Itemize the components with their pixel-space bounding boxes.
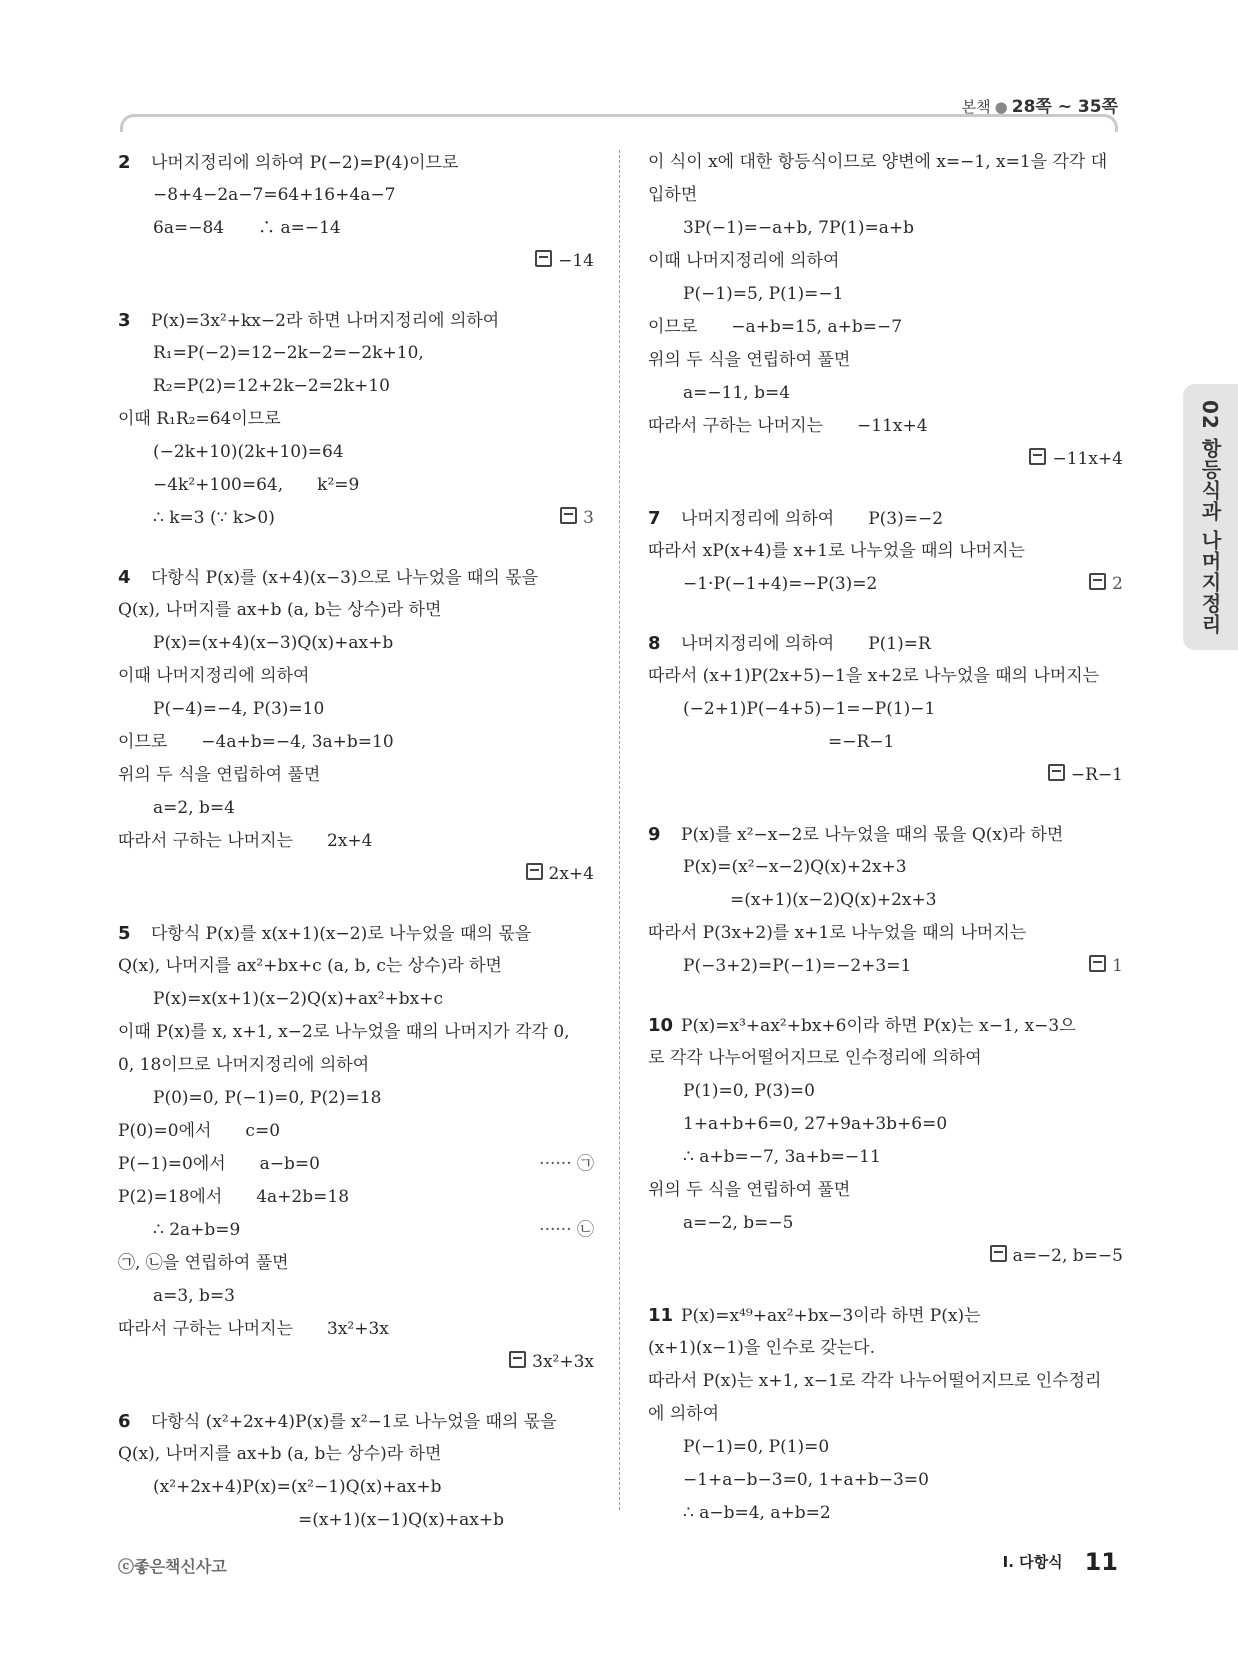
solution-line: P(−1)=0, P(1)=0 — [683, 1437, 830, 1457]
solution-line: P(−1)=0에서 a−b=0 ······ ㉠ — [118, 1148, 594, 1181]
problem-number: 9 — [648, 824, 661, 845]
answer-box-icon — [990, 1245, 1007, 1262]
solution-line: 이때 나머지정리에 의하여 — [648, 251, 840, 271]
answer-box-icon — [1029, 448, 1046, 465]
left-column — [118, 146, 594, 1563]
solution-line: 다항식 (x²+2x+4)P(x)를 x²−1로 나누었을 때의 몫을 — [151, 1412, 557, 1432]
solution-line: Q(x), 나머지를 ax+b (a, b는 상수)라 하면 — [118, 600, 442, 620]
solution-line: 이므로 −4a+b=−4, 3a+b=10 — [118, 732, 394, 752]
answer-value: −14 — [558, 251, 594, 271]
publisher-logo: ⓒ좋은책신사고 — [118, 1557, 227, 1576]
answer — [648, 443, 1123, 476]
answer — [118, 245, 594, 278]
solution-line: 다항식 P(x)를 (x+4)(x−3)으로 나누었을 때의 몫을 — [151, 568, 539, 588]
solution-line: 입하면 — [648, 185, 698, 205]
solution-line: P(x)=(x+4)(x−3)Q(x)+ax+b — [153, 633, 394, 653]
answer-value: 3 — [583, 508, 594, 528]
answer-box-icon — [1089, 955, 1106, 972]
solution-line: 6a=−84 ∴ a=−14 — [153, 218, 341, 238]
solution-line: P(x)=3x²+kx−2라 하면 나머지정리에 의하여 — [151, 311, 500, 331]
solution-line: =(x+1)(x−2)Q(x)+2x+3 — [730, 890, 937, 910]
solution-line: a=−2, b=−5 — [683, 1213, 794, 1233]
solution-line: (−2k+10)(2k+10)=64 — [153, 442, 344, 462]
answer-box-icon — [560, 507, 577, 524]
problem-number: 11 — [648, 1305, 674, 1326]
solution-line: =(x+1)(x−1)Q(x)+ax+b — [298, 1510, 504, 1530]
problem-number: 3 — [118, 310, 131, 331]
problem-3 — [118, 304, 594, 535]
answer-value: 3x²+3x — [532, 1352, 594, 1372]
answer — [648, 759, 1123, 792]
solution-line: R₂=P(2)=12+2k−2=2k+10 — [153, 376, 390, 396]
solution-line: −1+a−b−3=0, 1+a+b−3=0 — [683, 1470, 929, 1490]
footer-section: Ⅰ. 다항식 — [1002, 1553, 1063, 1571]
solution-line: ∴ a+b=−7, 3a+b=−11 — [683, 1147, 881, 1167]
solution-line: (x²+2x+4)P(x)=(x²−1)Q(x)+ax+b — [153, 1477, 442, 1497]
equation-tag: ······ ㉠ — [539, 1154, 594, 1174]
answer-value: −11x+4 — [1052, 449, 1123, 469]
solution-line: P(−3+2)=P(−1)=−2+3=1 1 — [648, 950, 1123, 983]
header-label: 본책 — [961, 98, 991, 116]
problem-number: 5 — [118, 923, 131, 944]
solution-line: 나머지정리에 의하여 P(−2)=P(4)이므로 — [151, 153, 459, 173]
solution-line: P(x)=x³+ax²+bx+6이라 하면 P(x)는 x−1, x−3으 — [681, 1016, 1076, 1036]
answer — [560, 502, 594, 535]
answer — [118, 1346, 594, 1379]
solution-line: 나머지정리에 의하여 P(3)=−2 — [681, 509, 944, 529]
solution-line: P(1)=0, P(3)=0 — [683, 1081, 815, 1101]
solution-line: 따라서 구하는 나머지는 −11x+4 — [648, 416, 928, 436]
answer — [1089, 568, 1123, 601]
problem-8 — [648, 627, 1123, 792]
solution-line: ∴ a−b=4, a+b=2 — [683, 1503, 831, 1523]
solution-line: 따라서 구하는 나머지는 2x+4 — [118, 831, 373, 851]
solution-line: 0, 18이므로 나머지정리에 의하여 — [118, 1055, 370, 1075]
solution-line: P(x)=x⁴⁹+ax²+bx−3이라 하면 P(x)는 — [681, 1306, 981, 1326]
solution-line: 따라서 구하는 나머지는 3x²+3x — [118, 1319, 389, 1339]
solution-line: 따라서 (x+1)P(2x+5)−1을 x+2로 나누었을 때의 나머지는 — [648, 666, 1100, 686]
solution-line: R₁=P(−2)=12−2k−2=−2k+10, — [153, 343, 424, 363]
answer-value: 2 — [1112, 574, 1123, 594]
chapter-side-tab-label: 02 항등식과 나머지정리 — [1198, 400, 1222, 635]
solution-line: 이 식이 x에 대한 항등식이므로 양변에 x=−1, x=1을 각각 대 — [648, 152, 1108, 172]
solution-line: 다항식 P(x)를 x(x+1)(x−2)로 나누었을 때의 몫을 — [151, 924, 532, 944]
solution-line: 따라서 P(3x+2)를 x+1로 나누었을 때의 나머지는 — [648, 923, 1027, 943]
solution-line: P(x)를 x²−x−2로 나누었을 때의 몫을 Q(x)라 하면 — [681, 825, 1064, 845]
answer-value: 1 — [1112, 956, 1123, 976]
solution-line: −8+4−2a−7=64+16+4a−7 — [153, 185, 396, 205]
problem-6-continued — [648, 146, 1123, 476]
solution-line: P(x)=x(x+1)(x−2)Q(x)+ax²+bx+c — [153, 989, 443, 1009]
page-number: 11 — [1084, 1548, 1118, 1576]
answer-box-icon — [1089, 573, 1106, 590]
solution-line: 이때 나머지정리에 의하여 — [118, 666, 310, 686]
solution-line: ㉠, ㉡을 연립하여 풀면 — [118, 1253, 289, 1273]
solution-line: (x+1)(x−1)을 인수로 갖는다. — [648, 1338, 875, 1358]
solution-line: 나머지정리에 의하여 P(1)=R — [681, 634, 931, 654]
solution-line: Q(x), 나머지를 ax+b (a, b는 상수)라 하면 — [118, 1444, 442, 1464]
problem-number: 4 — [118, 567, 131, 588]
solution-line: a=3, b=3 — [153, 1286, 235, 1306]
bullet-icon: ● — [994, 98, 1008, 116]
solution-line: 위의 두 식을 연립하여 풀면 — [648, 350, 851, 370]
answer — [118, 858, 594, 891]
answer-box-icon — [509, 1351, 526, 1368]
problem-6 — [118, 1405, 594, 1537]
chapter-side-tab[interactable] — [1183, 384, 1238, 650]
answer-value: a=−2, b=−5 — [1012, 1246, 1123, 1266]
answer-value: 2x+4 — [548, 864, 594, 884]
problem-11 — [648, 1299, 1123, 1530]
problem-5 — [118, 917, 594, 1379]
problem-number: 10 — [648, 1015, 674, 1036]
solution-line: Q(x), 나머지를 ax²+bx+c (a, b, c는 상수)라 하면 — [118, 956, 502, 976]
solution-line: (−2+1)P(−4+5)−1=−P(1)−1 — [683, 699, 936, 719]
problem-2 — [118, 146, 594, 278]
solution-line: ∴ k=3 (∵ k>0) 3 — [118, 502, 594, 535]
problem-number: 7 — [648, 508, 661, 529]
solution-line: P(0)=0에서 c=0 — [118, 1121, 281, 1141]
problem-number: 2 — [118, 152, 131, 173]
solution-line: 이므로 −a+b=15, a+b=−7 — [648, 317, 903, 337]
solution-line: 이때 R₁R₂=64이므로 — [118, 409, 281, 429]
solution-line: 따라서 xP(x+4)를 x+1로 나누었을 때의 나머지는 — [648, 541, 1025, 561]
solution-line: 위의 두 식을 연립하여 풀면 — [118, 765, 321, 785]
solution-line: P(0)=0, P(−1)=0, P(2)=18 — [153, 1088, 382, 1108]
answer — [1089, 950, 1123, 983]
problem-number: 6 — [118, 1411, 131, 1432]
solution-line: 1+a+b+6=0, 27+9a+3b+6=0 — [683, 1114, 948, 1134]
solution-line: ∴ 2a+b=9 ······ ㉡ — [118, 1214, 594, 1247]
solution-line: 로 각각 나누어떨어지므로 인수정리에 의하여 — [648, 1048, 982, 1068]
solution-line: a=−11, b=4 — [683, 383, 791, 403]
problem-10 — [648, 1009, 1123, 1273]
solution-line: P(−4)=−4, P(3)=10 — [153, 699, 325, 719]
solution-line: 위의 두 식을 연립하여 풀면 — [648, 1180, 851, 1200]
solution-line: −1·P(−1+4)=−P(3)=2 2 — [648, 568, 1123, 601]
problem-4 — [118, 561, 594, 891]
solution-line: P(2)=18에서 4a+2b=18 — [118, 1187, 350, 1207]
solution-line: =−R−1 — [828, 732, 895, 752]
column-divider — [619, 150, 620, 1510]
page-footer — [1003, 1548, 1118, 1576]
answer-box-icon — [526, 863, 543, 880]
solution-line: 에 의하여 — [648, 1404, 720, 1424]
problem-9 — [648, 818, 1123, 983]
answer-value: −R−1 — [1070, 765, 1123, 785]
solution-line: P(−1)=5, P(1)=−1 — [683, 284, 844, 304]
solution-line: P(x)=(x²−x−2)Q(x)+2x+3 — [683, 857, 907, 877]
header-page-range: 28쪽 ~ 35쪽 — [1011, 97, 1118, 117]
answer-box-icon — [535, 250, 552, 267]
header-rule — [120, 114, 1118, 132]
solution-line: 따라서 P(x)는 x+1, x−1로 각각 나누어떨어지므로 인수정리 — [648, 1371, 1102, 1391]
problem-7 — [648, 502, 1123, 601]
solution-line: a=2, b=4 — [153, 798, 235, 818]
solution-line: 3P(−1)=−a+b, 7P(1)=a+b — [683, 218, 914, 238]
answer — [648, 1240, 1123, 1273]
solution-line: 이때 P(x)를 x, x+1, x−2로 나누었을 때의 나머지가 각각 0, — [118, 1022, 570, 1042]
equation-tag: ······ ㉡ — [539, 1220, 594, 1240]
solution-line: −4k²+100=64, k²=9 — [153, 475, 360, 495]
problem-number: 8 — [648, 633, 661, 654]
answer-box-icon — [1048, 764, 1065, 781]
right-column — [648, 146, 1123, 1556]
